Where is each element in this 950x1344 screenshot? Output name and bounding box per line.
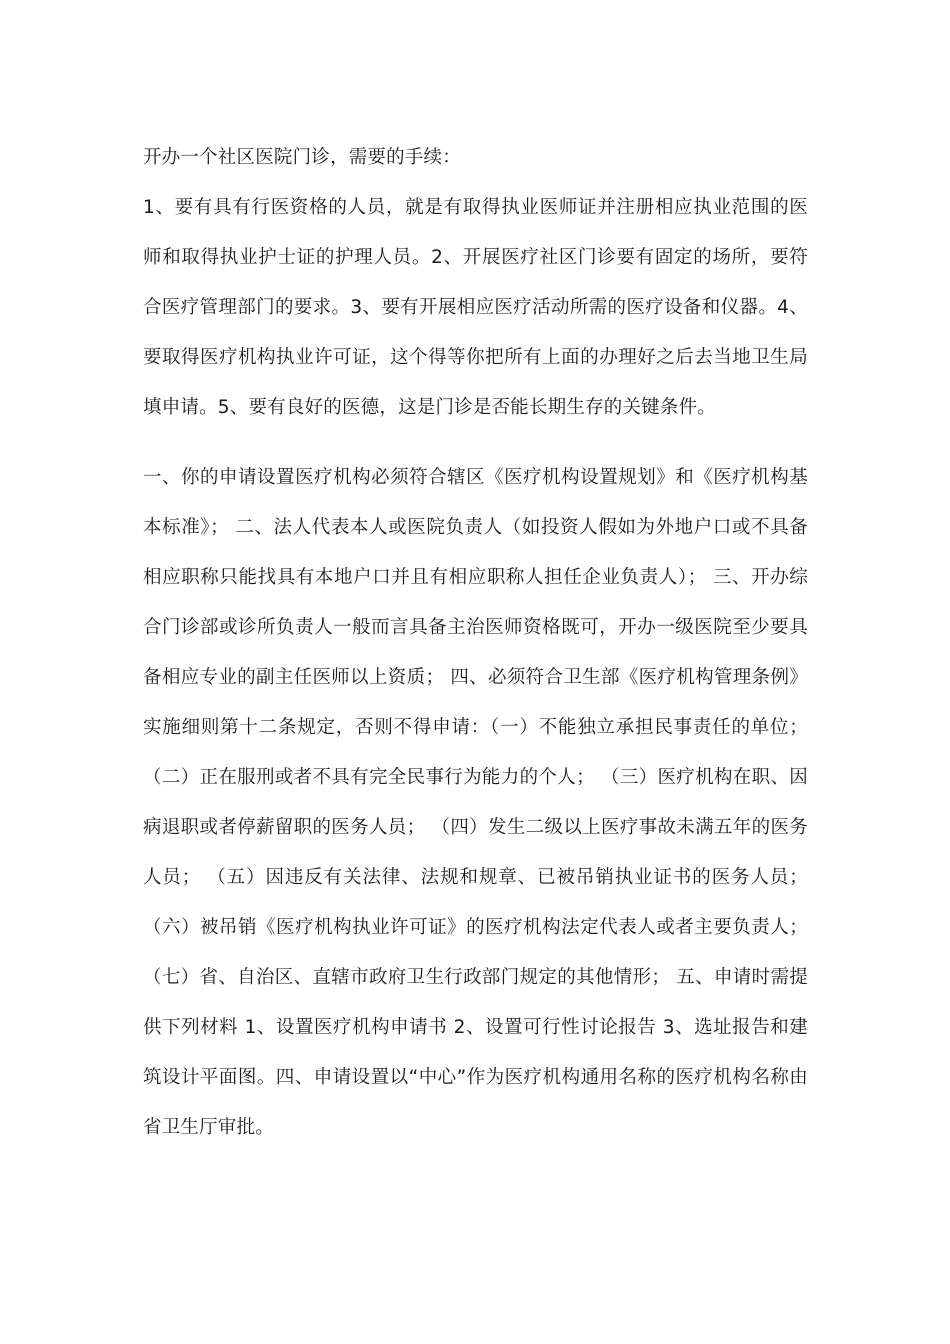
requirements-paragraph: 1、要有具有行医资格的人员，就是有取得执业医师证并注册相应执业范围的医师和取得执业护士证的护理人员。2、开展医疗社区门诊要有固定的场所，要符合医疗管理部门的要求。3、要有开展相应医疗活动所需的医疗设备和仪器。4、要取得医疗机构执业许可证，这个得等你把所有上面的办理好之后去当地卫生局填申请。5、要有良好的医德，这是门诊是否能长期生存的关键条件。 [143, 197, 808, 418]
document-body [143, 133, 808, 1153]
paragraph-spacer [143, 433, 808, 453]
document-heading: 开办一个社区医院门诊，需要的手续： [143, 147, 461, 168]
regulations-paragraph: 一、你的申请设置医疗机构必须符合辖区《医疗机构设置规划》和《医疗机构基本标准》； 二、法人代表本人或医院负责人（如投资人假如为外地户口或不具备相应职称只能找具有本地户口并且有相应职称人担任企业负责人）； 三、开办综合门诊部或诊所负责人一般而言具备主治医师资格既可，开办一级医院至少要具备相应专业的副主任医师以上资质； 四、必须符合卫生部《医疗机构管理条例》实施细则第十二条规定，否则不得申请：（一）不能独立承担民事责任的单位； （二）正在服刑或者不具有完全民事行为能力的个人； （三）医疗机构在职、因病退职或者停薪留职的医务人员； （四）发生二级以上医疗事故未满五年的医务人员； （五）因违反有关法律、法规和规章、已被吊销执业证书的医务人员； （六）被吊销《医疗机构执业许可证》的医疗机构法定代表人或者主要负责人； （七）省、自治区、直辖市政府卫生行政部门规定的其他情形； 五、申请时需提供下列材料 1、设置医疗机构申请书 2、设置可行性讨论报告 3、选址报告和建筑设计平面图。四、申请设置以“中心”作为医疗机构通用名称的医疗机构名称由省卫生厅审批。 [143, 467, 808, 1138]
